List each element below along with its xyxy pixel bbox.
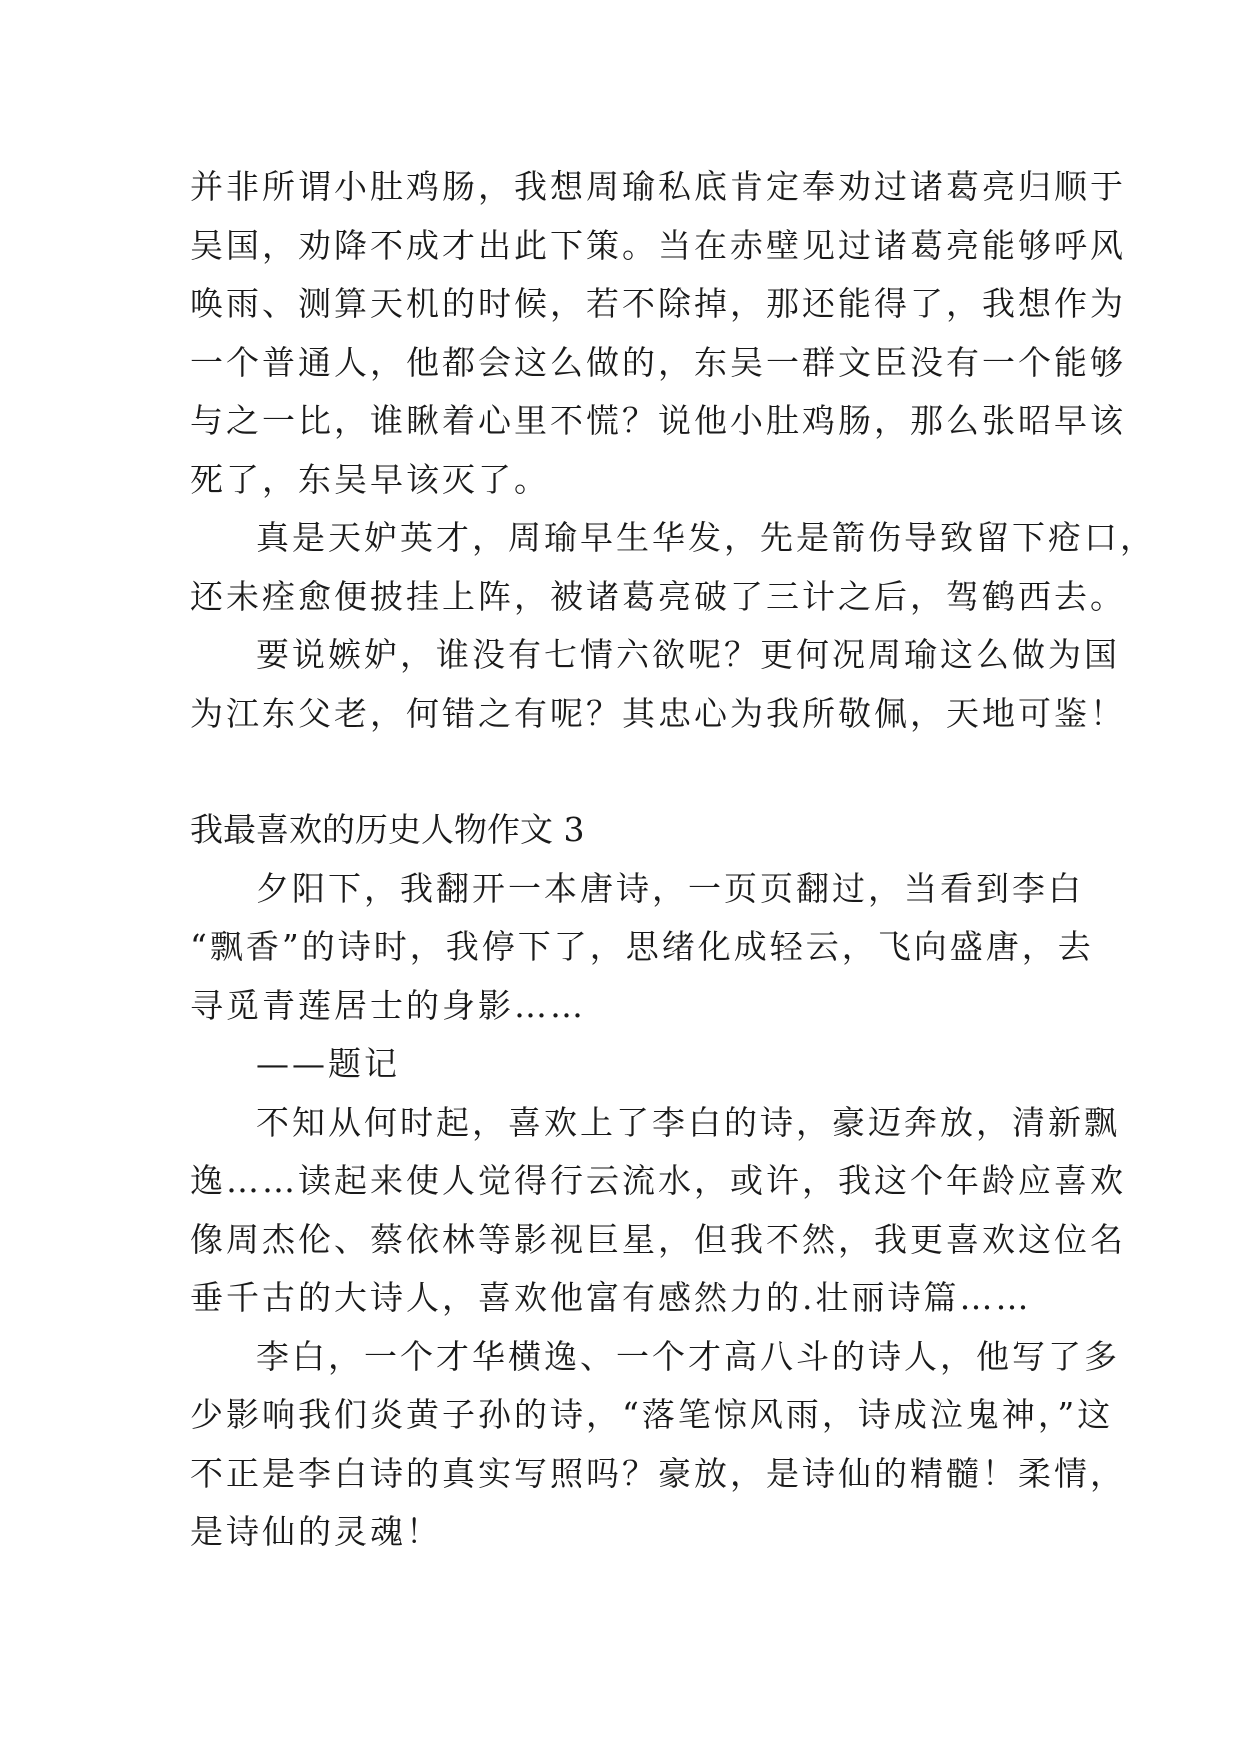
text-line: 与之一比，谁瞅着心里不慌？说他小肚鸡肠，那么张昭早该 [190, 401, 1126, 440]
text-line: 是诗仙的灵魂！ [190, 1512, 442, 1551]
text-line: 并非所谓小肚鸡肠，我想周瑜私底肯定奉劝过诸葛亮归顺于 [190, 167, 1126, 206]
text-line: 逸……读起来使人觉得行云流水，或许，我这个年龄应喜欢 [190, 1161, 1126, 1200]
text-line: 一个普通人，他都会这么做的，东吴一群文臣没有一个能够 [190, 342, 1126, 382]
text-line: 吴国，劝降不成才出此下策。当在赤壁见过诸葛亮能够呼风 [190, 225, 1126, 265]
text-line: 寻觅青莲居士的身影…… [190, 985, 586, 1025]
text-line: “飘香”的诗时，我停下了，思绪化成轻云，飞向盛唐，去 [190, 927, 1094, 966]
text-line: 不正是李白诗的真实写照吗？豪放，是诗仙的精髓！柔情， [190, 1453, 1126, 1493]
text-line: 像周杰伦、蔡依林等影视巨星，但我不然，我更喜欢这位名 [190, 1219, 1126, 1259]
text-line: 真是天妒英才，周瑜早生华发，先是箭伤导致留下疮口， [256, 518, 1156, 557]
section-heading: 我最喜欢的历史人物作文 3 [190, 810, 585, 849]
section-spacer [190, 743, 1070, 801]
text-line: 还未痊愈便披挂上阵，被诸葛亮破了三计之后，驾鹤西去。 [190, 576, 1126, 616]
text-line: ——题记 [256, 1044, 400, 1083]
text-line: 为江东父老，何错之有呢？其忠心为我所敬佩，天地可鉴！ [190, 693, 1126, 733]
text-line: 要说嫉妒，谁没有七情六欲呢？更何况周瑜这么做为国 [256, 635, 1120, 674]
text-line: 唤雨、测算天机的时候，若不除掉，那还能得了，我想作为 [190, 284, 1126, 323]
text-line: 死了，东吴早该灭了。 [190, 459, 550, 499]
text-line: 不知从何时起，喜欢上了李白的诗，豪迈奔放，清新飘 [256, 1102, 1120, 1142]
text-line: 少影响我们炎黄子孙的诗，“落笔惊风雨，诗成泣鬼神，”这 [190, 1395, 1114, 1434]
text-line: 夕阳下，我翻开一本唐诗，一页页翻过，当看到李白 [256, 868, 1084, 908]
text-line: 垂千古的大诗人，喜欢他富有感然力的.壮丽诗篇…… [190, 1278, 1032, 1317]
document-body [190, 158, 1156, 1562]
text-line: 李白，一个才华横逸、一个才高八斗的诗人，他写了多 [256, 1336, 1120, 1376]
